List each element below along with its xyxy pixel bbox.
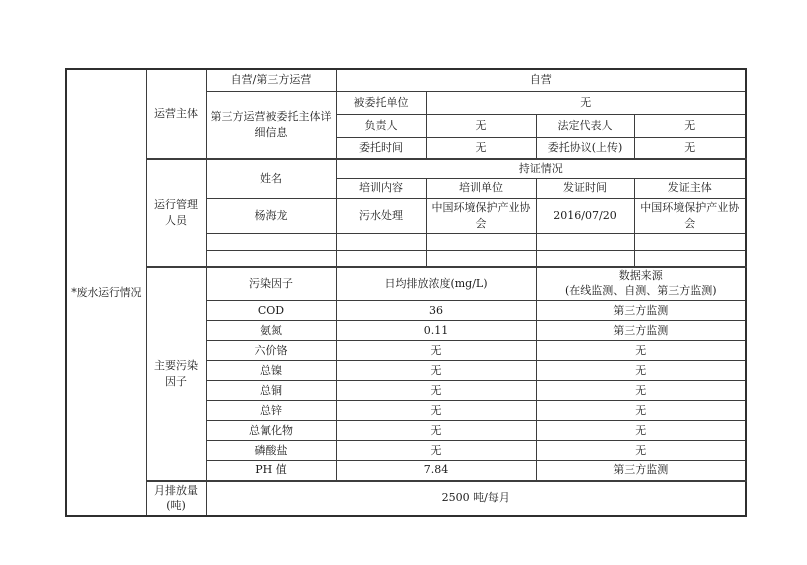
entrusted-unit-value: 无 xyxy=(426,91,746,114)
personnel-training-content xyxy=(336,250,426,267)
pollutant-source: 无 xyxy=(536,441,746,461)
pollutant-factor: 总氰化物 xyxy=(206,421,336,441)
pollutant-factor: 总镍 xyxy=(206,361,336,381)
monthly-discharge-label: 月排放量(吨) xyxy=(146,481,206,517)
operator-section-label: 运营主体 xyxy=(146,69,206,159)
pollutant-value: 无 xyxy=(336,361,536,381)
row-cert-header xyxy=(66,159,746,178)
personnel-name: 杨海龙 xyxy=(206,198,336,233)
personnel-issuer xyxy=(634,250,746,267)
personnel-issue-date xyxy=(536,250,634,267)
pollutant-factor: 氨氮 xyxy=(206,321,336,341)
principal-value: 无 xyxy=(426,114,536,137)
pollutant-factor: 磷酸盐 xyxy=(206,441,336,461)
pollutant-value: 7.84 xyxy=(336,461,536,481)
issuer-header: 发证主体 xyxy=(634,178,746,198)
pollutant-factor: COD xyxy=(206,301,336,321)
pollutant-value: 无 xyxy=(336,341,536,361)
personnel-issuer: 中国环境保护产业协会 xyxy=(634,198,746,233)
entrusted-unit-label: 被委托单位 xyxy=(336,91,426,114)
issue-date-header: 发证时间 xyxy=(536,178,634,198)
pollutants-section-label: 主要污染因子 xyxy=(146,267,206,480)
pollutant-factor: PH 值 xyxy=(206,461,336,481)
personnel-issue-date: 2016/07/20 xyxy=(536,198,634,233)
name-column-header: 姓名 xyxy=(206,159,336,198)
pollutant-source: 无 xyxy=(536,381,746,401)
operation-mode-value: 自营 xyxy=(336,69,746,91)
row-operation-mode xyxy=(66,69,746,91)
personnel-section-label: 运行管理人员 xyxy=(146,159,206,267)
section-title: *废水运行情况 xyxy=(66,69,146,516)
pollutant-source: 无 xyxy=(536,421,746,441)
data-source-title: 数据来源 xyxy=(618,269,663,283)
third-party-detail-label: 第三方运营被委托主体详细信息 xyxy=(206,91,336,159)
pollutant-source: 无 xyxy=(536,401,746,421)
concentration-header: 日均排放浓度(mg/L) xyxy=(336,267,536,300)
personnel-training-unit xyxy=(426,233,536,250)
personnel-training-unit: 中国环境保护产业协会 xyxy=(426,198,536,233)
pollutant-value: 无 xyxy=(336,421,536,441)
pollutant-value: 36 xyxy=(336,301,536,321)
pollutant-source: 第三方监测 xyxy=(536,321,746,341)
personnel-issue-date xyxy=(536,233,634,250)
cert-status-header: 持证情况 xyxy=(336,159,746,178)
pollutant-factor: 总锌 xyxy=(206,401,336,421)
personnel-training-content: 污水处理 xyxy=(336,198,426,233)
training-unit-header: 培训单位 xyxy=(426,178,536,198)
training-content-header: 培训内容 xyxy=(336,178,426,198)
pollutant-factor: 总铜 xyxy=(206,381,336,401)
agreement-value: 无 xyxy=(634,137,746,159)
personnel-training-unit xyxy=(426,250,536,267)
entrust-time-label: 委托时间 xyxy=(336,137,426,159)
pollutant-value: 无 xyxy=(336,441,536,461)
personnel-issuer xyxy=(634,233,746,250)
principal-label: 负责人 xyxy=(336,114,426,137)
data-source-subtitle: (在线监测、自测、第三方监测) xyxy=(564,284,717,298)
legal-rep-value: 无 xyxy=(634,114,746,137)
personnel-name xyxy=(206,250,336,267)
pollutant-value: 无 xyxy=(336,401,536,421)
row-monthly-discharge xyxy=(66,481,746,517)
pollutant-source: 第三方监测 xyxy=(536,301,746,321)
monthly-discharge-value: 2500 吨/每月 xyxy=(206,481,746,517)
legal-rep-label: 法定代表人 xyxy=(536,114,634,137)
personnel-training-content xyxy=(336,233,426,250)
pollutant-factor: 六价铬 xyxy=(206,341,336,361)
operation-mode-label: 自营/第三方运营 xyxy=(206,69,336,91)
entrust-time-value: 无 xyxy=(426,137,536,159)
row-pollutant-header xyxy=(66,267,746,300)
pollutant-factor-header: 污染因子 xyxy=(206,267,336,300)
pollutant-value: 无 xyxy=(336,381,536,401)
pollutant-source: 无 xyxy=(536,341,746,361)
pollutant-source: 第三方监测 xyxy=(536,461,746,481)
data-source-header xyxy=(536,267,746,300)
personnel-name xyxy=(206,233,336,250)
agreement-label: 委托协议(上传) xyxy=(536,137,634,159)
wastewater-operation-table xyxy=(65,68,747,517)
pollutant-value: 0.11 xyxy=(336,321,536,341)
pollutant-source: 无 xyxy=(536,361,746,381)
